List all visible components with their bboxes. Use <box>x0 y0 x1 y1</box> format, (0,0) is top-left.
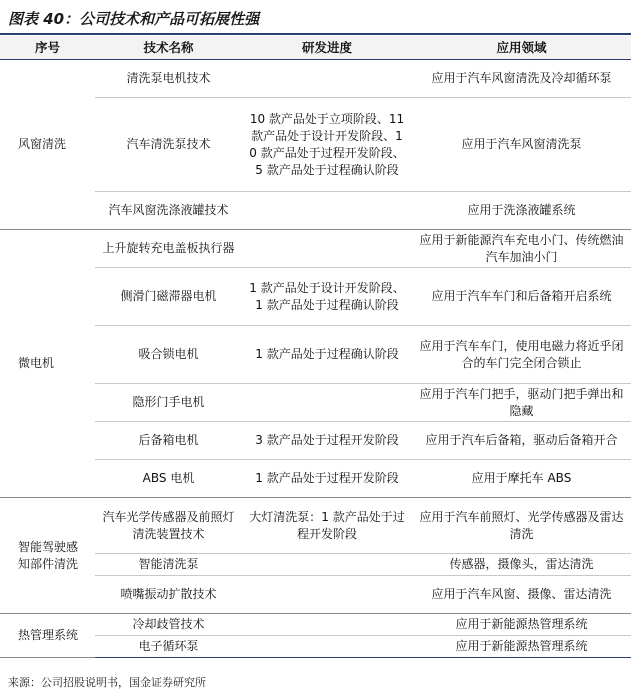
tech-name-cell: ABS 电机 <box>95 460 242 498</box>
tech-name-cell: 上升旋转充电盖板执行器 <box>95 230 242 268</box>
tech-name-cell: 汽车清洗泵技术 <box>95 98 242 192</box>
application-cell: 应用于汽车车门和后备箱开启系统 <box>412 268 631 326</box>
tech-name-cell: 喷嘴振动扩散技术 <box>95 576 242 614</box>
figure-title: 图表 40：公司技术和产品可拓展性强 <box>8 10 260 28</box>
progress-cell: 3 款产品处于过程开发阶段 <box>242 422 412 460</box>
tech-name-cell: 汽车风窗洗涤液罐技术 <box>95 192 242 230</box>
progress-cell: 1 款产品处于设计开发阶段、1 款产品处于过程确认阶段 <box>242 268 412 326</box>
header-index: 序号 <box>0 36 95 60</box>
progress-cell <box>242 636 412 658</box>
tech-name-cell: 智能清洗泵 <box>95 554 242 576</box>
progress-cell <box>242 60 412 98</box>
progress-cell <box>242 614 412 636</box>
tech-name-cell: 汽车光学传感器及前照灯清洗装置技术 <box>95 498 242 554</box>
table-row <box>0 98 631 192</box>
header-application: 应用领域 <box>412 36 631 60</box>
application-cell: 应用于汽车风窗清洗及冷却循环泵 <box>412 60 631 98</box>
application-cell: 应用于汽车前照灯、光学传感器及雷达清洗 <box>412 498 631 554</box>
application-cell: 应用于汽车门把手，驱动门把手弹出和隐藏 <box>412 384 631 422</box>
title-divider <box>0 33 631 35</box>
table-row <box>0 460 631 498</box>
tech-name-cell: 电子循环泵 <box>95 636 242 658</box>
application-cell: 应用于新能源热管理系统 <box>412 614 631 636</box>
tech-name-cell: 后备箱电机 <box>95 422 242 460</box>
application-cell: 应用于洗涤液罐系统 <box>412 192 631 230</box>
application-cell: 应用于汽车风窗清洗泵 <box>412 98 631 192</box>
table-row <box>0 614 631 636</box>
table-row <box>0 326 631 384</box>
header-tech-name: 技术名称 <box>95 36 242 60</box>
header-progress: 研发进度 <box>242 36 412 60</box>
progress-cell: 10 款产品处于立项阶段、11 款产品处于设计开发阶段、10 款产品处于过程开发阶段、5 款产品处于过程确认阶段 <box>242 98 412 192</box>
application-cell: 应用于汽车后备箱，驱动后备箱开合 <box>412 422 631 460</box>
tech-table <box>0 36 631 658</box>
group-label: 微电机 <box>0 230 95 498</box>
table-row <box>0 576 631 614</box>
group-label: 热管理系统 <box>0 614 95 658</box>
table-row <box>0 192 631 230</box>
table-row <box>0 554 631 576</box>
progress-cell <box>242 576 412 614</box>
progress-cell: 1 款产品处于过程开发阶段 <box>242 460 412 498</box>
application-cell: 应用于摩托车 ABS <box>412 460 631 498</box>
tech-name-cell: 隐形门手电机 <box>95 384 242 422</box>
tech-name-cell: 冷却歧管技术 <box>95 614 242 636</box>
progress-cell <box>242 554 412 576</box>
source-note: 来源：公司招股说明书，国金证券研究所 <box>8 676 206 689</box>
application-cell: 应用于汽车车门，使用电磁力将近乎闭合的车门完全闭合锁止 <box>412 326 631 384</box>
group-label: 风窗清洗 <box>0 60 95 230</box>
group-label: 智能驾驶感知部件清洗 <box>0 498 95 614</box>
table-row <box>0 60 631 98</box>
application-cell: 应用于汽车风窗、摄像、雷达清洗 <box>412 576 631 614</box>
tech-name-cell: 吸合锁电机 <box>95 326 242 384</box>
table-row <box>0 422 631 460</box>
progress-cell <box>242 384 412 422</box>
table-row <box>0 384 631 422</box>
table-row <box>0 636 631 658</box>
application-cell: 应用于新能源汽车充电小门、传统燃油汽车加油小门 <box>412 230 631 268</box>
table-row <box>0 498 631 554</box>
table-row <box>0 268 631 326</box>
application-cell: 应用于新能源热管理系统 <box>412 636 631 658</box>
progress-cell <box>242 192 412 230</box>
tech-name-cell: 侧滑门磁滞器电机 <box>95 268 242 326</box>
progress-cell <box>242 230 412 268</box>
progress-cell: 1 款产品处于过程确认阶段 <box>242 326 412 384</box>
table-row <box>0 230 631 268</box>
header-row <box>0 36 631 60</box>
progress-cell: 大灯清洗泵：1 款产品处于过程开发阶段 <box>242 498 412 554</box>
tech-name-cell: 清洗泵电机技术 <box>95 60 242 98</box>
application-cell: 传感器，摄像头，雷达清洗 <box>412 554 631 576</box>
